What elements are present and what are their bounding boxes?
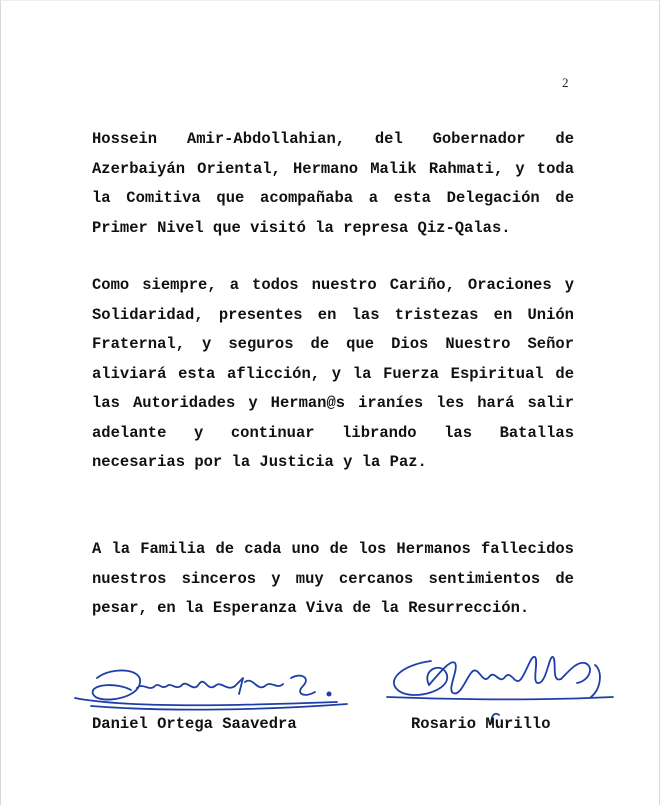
signer-name-right: Rosario Murillo bbox=[411, 715, 551, 733]
paragraph-2: Como siempre, a todos nuestro Cariño, Oraciones y Solidaridad, presentes en las tristezas en Unión Fraternal, y seguros de que Dios Nuestro Señor aliviará esta aflicción, y la Fuerza Espiritual de las Autoridades y Herman@s iraníes les hará salir adelante y continuar librando las Batallas necesarias por la Justicia y la Paz. bbox=[92, 276, 574, 471]
signature-stroke bbox=[235, 678, 283, 694]
signature-stroke bbox=[181, 682, 235, 688]
signature-stroke bbox=[561, 663, 590, 683]
signature-stroke bbox=[473, 670, 521, 681]
paragraph-1: Hossein Amir-Abdollahian, del Gobernador de Azerbaiyán Oriental, Hermano Malik Rahmati, y toda la Comitiva que acompañaba a esta Delegación de Primer Nivel que visitó la represa Qiz-Qalas. bbox=[92, 130, 574, 237]
signature-daniel-ortega bbox=[67, 656, 357, 716]
signature-stroke bbox=[429, 662, 473, 693]
signature-stroke bbox=[387, 697, 613, 699]
signature-stroke bbox=[521, 657, 561, 683]
signature-dot bbox=[327, 692, 330, 695]
signer-name-left: Daniel Ortega Saavedra bbox=[92, 715, 297, 733]
signature-stroke bbox=[137, 685, 181, 688]
signature-stroke bbox=[591, 665, 600, 697]
signature-stroke bbox=[394, 661, 447, 695]
page-number: 2 bbox=[562, 75, 569, 90]
signature-stroke bbox=[93, 670, 141, 699]
paragraph-3: A la Familia de cada uno de los Hermanos fallecidos nuestros sinceros y muy cercanos sentimientos de pesar, en la Esperanza Viva de la Resurrección. bbox=[92, 540, 574, 617]
signature-stroke bbox=[291, 676, 315, 695]
